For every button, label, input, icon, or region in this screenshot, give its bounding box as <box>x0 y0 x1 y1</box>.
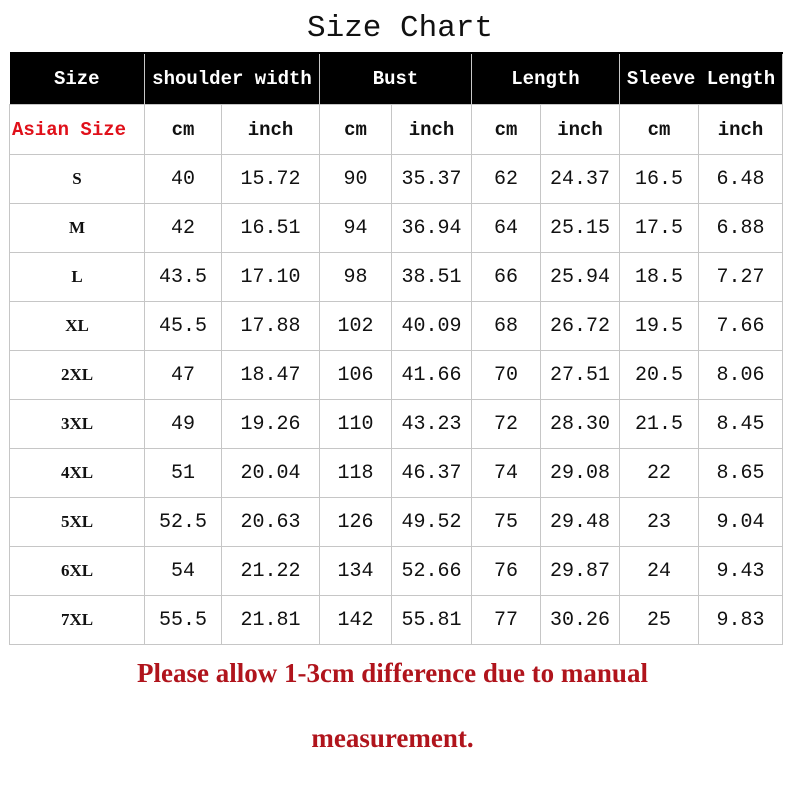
unit-inch: inch <box>699 105 783 155</box>
size-label: S <box>10 155 145 204</box>
cell-shoulder-cm: 51 <box>145 449 222 498</box>
unit-cm: cm <box>472 105 541 155</box>
cell-length-in: 27.51 <box>541 351 620 400</box>
cell-length-in: 25.15 <box>541 204 620 253</box>
cell-shoulder-in: 16.51 <box>222 204 320 253</box>
cell-bust-in: 55.81 <box>392 596 472 645</box>
cell-bust-cm: 94 <box>320 204 392 253</box>
size-label: 3XL <box>10 400 145 449</box>
cell-bust-cm: 98 <box>320 253 392 302</box>
table-row <box>10 302 783 351</box>
cell-length-cm: 64 <box>472 204 541 253</box>
cell-shoulder-cm: 52.5 <box>145 498 222 547</box>
cell-length-in: 30.26 <box>541 596 620 645</box>
cell-shoulder-in: 17.10 <box>222 253 320 302</box>
size-label: 6XL <box>10 547 145 596</box>
cell-sleeve-in: 9.83 <box>699 596 783 645</box>
header-length: Length <box>472 53 620 105</box>
cell-bust-in: 46.37 <box>392 449 472 498</box>
cell-shoulder-in: 20.63 <box>222 498 320 547</box>
table-row <box>10 547 783 596</box>
cell-shoulder-cm: 43.5 <box>145 253 222 302</box>
table-row <box>10 449 783 498</box>
cell-sleeve-cm: 25 <box>620 596 699 645</box>
cell-sleeve-cm: 22 <box>620 449 699 498</box>
cell-length-cm: 66 <box>472 253 541 302</box>
cell-length-in: 29.48 <box>541 498 620 547</box>
size-label: 7XL <box>10 596 145 645</box>
cell-bust-in: 35.37 <box>392 155 472 204</box>
cell-bust-in: 38.51 <box>392 253 472 302</box>
cell-bust-in: 36.94 <box>392 204 472 253</box>
size-label: L <box>10 253 145 302</box>
cell-shoulder-cm: 45.5 <box>145 302 222 351</box>
cell-shoulder-cm: 49 <box>145 400 222 449</box>
table-row <box>10 155 783 204</box>
cell-sleeve-cm: 19.5 <box>620 302 699 351</box>
cell-sleeve-cm: 21.5 <box>620 400 699 449</box>
cell-sleeve-in: 9.04 <box>699 498 783 547</box>
cell-length-in: 29.87 <box>541 547 620 596</box>
asian-size-label: Asian Size <box>10 105 145 155</box>
cell-shoulder-cm: 47 <box>145 351 222 400</box>
cell-shoulder-cm: 55.5 <box>145 596 222 645</box>
cell-length-in: 29.08 <box>541 449 620 498</box>
units-row <box>10 105 783 155</box>
header-row <box>10 53 783 105</box>
cell-shoulder-in: 15.72 <box>222 155 320 204</box>
cell-sleeve-cm: 17.5 <box>620 204 699 253</box>
cell-length-cm: 62 <box>472 155 541 204</box>
header-bust: Bust <box>320 53 472 105</box>
size-label: 5XL <box>10 498 145 547</box>
unit-cm: cm <box>620 105 699 155</box>
unit-inch: inch <box>392 105 472 155</box>
cell-sleeve-cm: 16.5 <box>620 155 699 204</box>
cell-length-in: 28.30 <box>541 400 620 449</box>
cell-shoulder-cm: 40 <box>145 155 222 204</box>
cell-sleeve-in: 8.06 <box>699 351 783 400</box>
cell-sleeve-in: 8.65 <box>699 449 783 498</box>
cell-length-cm: 77 <box>472 596 541 645</box>
cell-length-cm: 76 <box>472 547 541 596</box>
cell-sleeve-cm: 20.5 <box>620 351 699 400</box>
header-shoulder-width: shoulder width <box>145 53 320 105</box>
page-title: Size Chart <box>306 11 494 46</box>
cell-bust-cm: 106 <box>320 351 392 400</box>
cell-length-in: 24.37 <box>541 155 620 204</box>
cell-length-cm: 72 <box>472 400 541 449</box>
cell-bust-in: 43.23 <box>392 400 472 449</box>
cell-shoulder-in: 21.22 <box>222 547 320 596</box>
cell-length-in: 25.94 <box>541 253 620 302</box>
cell-bust-in: 49.52 <box>392 498 472 547</box>
cell-sleeve-in: 6.48 <box>699 155 783 204</box>
table-row <box>10 204 783 253</box>
size-label: M <box>10 204 145 253</box>
cell-sleeve-in: 7.66 <box>699 302 783 351</box>
cell-bust-in: 41.66 <box>392 351 472 400</box>
table-row <box>10 253 783 302</box>
table-row <box>10 498 783 547</box>
header-size: Size <box>10 53 145 105</box>
cell-shoulder-in: 20.04 <box>222 449 320 498</box>
size-label: 2XL <box>10 351 145 400</box>
cell-shoulder-cm: 54 <box>145 547 222 596</box>
cell-bust-cm: 110 <box>320 400 392 449</box>
cell-shoulder-in: 21.81 <box>222 596 320 645</box>
cell-bust-cm: 90 <box>320 155 392 204</box>
cell-sleeve-in: 9.43 <box>699 547 783 596</box>
note-line-1: Please allow 1-3cm difference due to manual <box>137 658 648 688</box>
cell-length-in: 26.72 <box>541 302 620 351</box>
cell-length-cm: 68 <box>472 302 541 351</box>
cell-sleeve-cm: 24 <box>620 547 699 596</box>
cell-length-cm: 70 <box>472 351 541 400</box>
size-rows <box>10 155 783 645</box>
unit-cm: cm <box>145 105 222 155</box>
header-sleeve-length: Sleeve Length <box>620 53 783 105</box>
unit-inch: inch <box>541 105 620 155</box>
unit-inch: inch <box>222 105 320 155</box>
cell-length-cm: 74 <box>472 449 541 498</box>
cell-bust-in: 40.09 <box>392 302 472 351</box>
size-chart-table <box>9 52 783 645</box>
cell-shoulder-cm: 42 <box>145 204 222 253</box>
cell-bust-in: 52.66 <box>392 547 472 596</box>
cell-sleeve-in: 6.88 <box>699 204 783 253</box>
table-row <box>10 400 783 449</box>
size-label: XL <box>10 302 145 351</box>
cell-length-cm: 75 <box>472 498 541 547</box>
cell-shoulder-in: 17.88 <box>222 302 320 351</box>
note-line-2: measurement. <box>311 723 474 753</box>
cell-bust-cm: 118 <box>320 449 392 498</box>
cell-sleeve-in: 8.45 <box>699 400 783 449</box>
cell-shoulder-in: 19.26 <box>222 400 320 449</box>
cell-sleeve-in: 7.27 <box>699 253 783 302</box>
table-row <box>10 351 783 400</box>
cell-bust-cm: 134 <box>320 547 392 596</box>
cell-shoulder-in: 18.47 <box>222 351 320 400</box>
size-label: 4XL <box>10 449 145 498</box>
cell-bust-cm: 126 <box>320 498 392 547</box>
cell-bust-cm: 142 <box>320 596 392 645</box>
cell-sleeve-cm: 23 <box>620 498 699 547</box>
cell-bust-cm: 102 <box>320 302 392 351</box>
table-row <box>10 596 783 645</box>
unit-cm: cm <box>320 105 392 155</box>
cell-sleeve-cm: 18.5 <box>620 253 699 302</box>
